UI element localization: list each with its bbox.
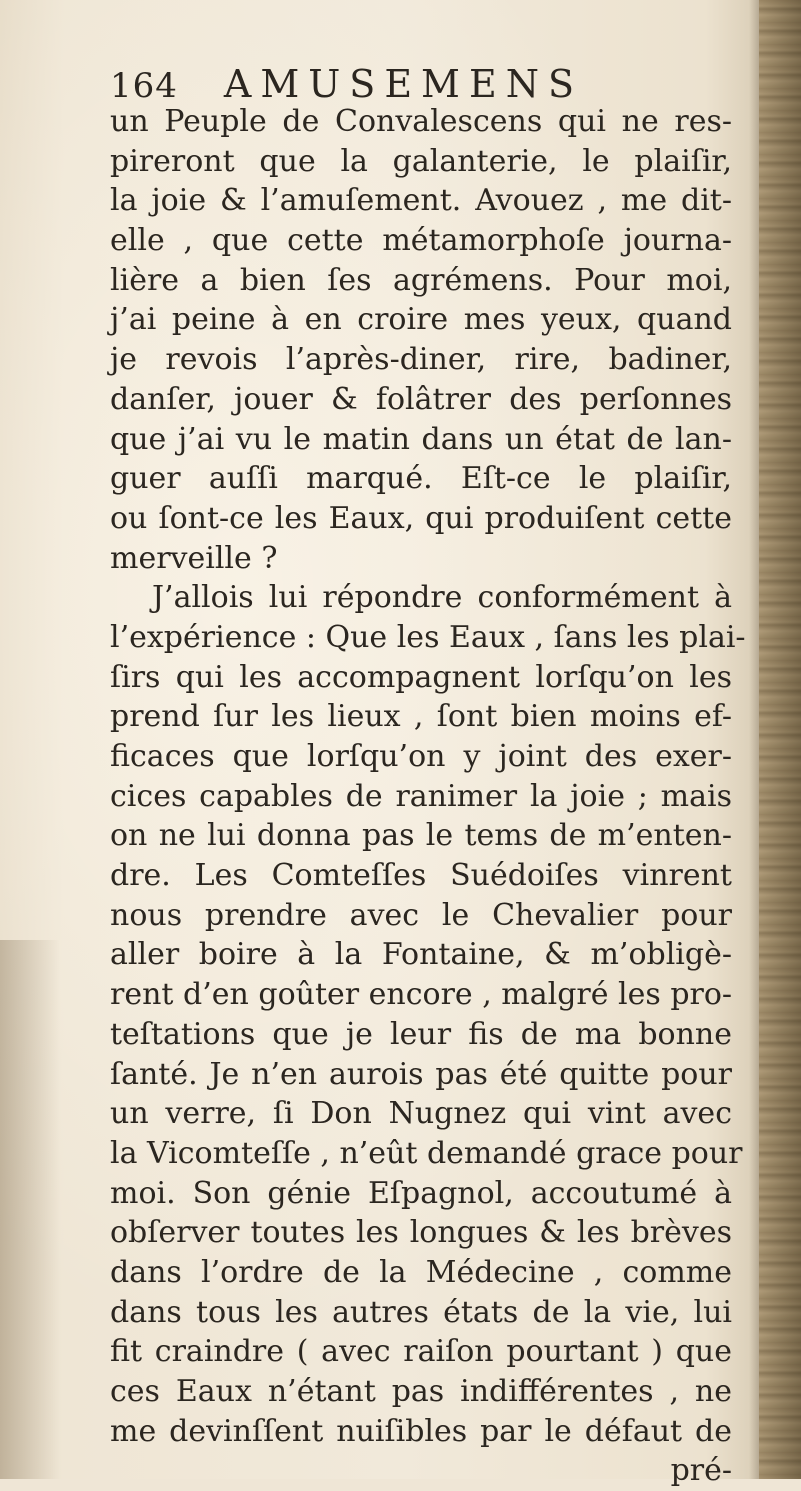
text-line: dre. Les Comteſſes Suédoiſes vinrent (110, 858, 732, 894)
binding-gutter (759, 0, 801, 1479)
text-line: ces Eaux n’étant pas indifférentes , ne (110, 1374, 732, 1409)
text-line: l’expérience : Que les Eaux , ſans les plai- (110, 619, 746, 655)
text-line: ſanté. Je n’en aurois pas été quitte pour (110, 1056, 732, 1092)
text-line: ou ſont-ce les Eaux, qui produiſent cette (110, 500, 732, 536)
text-line: lière a bien ſes agrémens. Pour moi, (110, 262, 732, 298)
text-line: rent d’en goûter encore , malgré les pro- (110, 977, 733, 1013)
paragraph-start: J’allois lui répondre conformément à (152, 580, 732, 616)
text-line: guer auſſi marqué. Eſt-ce le plaiſir, (110, 461, 732, 497)
text-line: elle , que cette métamorphoſe journa- (110, 223, 732, 259)
text-line: merveille ? (110, 540, 278, 576)
gutter-shadow (749, 0, 759, 1479)
text-line: fit craindre ( avec raiſon pourtant ) que (110, 1334, 732, 1370)
text-line: la Vicomteſſe , n’eût demandé grace pour (110, 1135, 743, 1171)
text-line: pireront que la galanterie, le plaiſir, (110, 143, 732, 179)
text-line: ficaces que lorſqu’on y joint des exer- (110, 739, 732, 774)
text-line: teſtations que je leur fis de ma bonne (110, 1016, 732, 1052)
text-line: ſirs qui les accompagnent lorſqu’on les (110, 659, 732, 695)
text-line: danſer, jouer & folâtrer des perſonnes (110, 381, 732, 417)
text-line: dans tous les autres états de la vie, lui (110, 1294, 732, 1330)
page-header (110, 62, 670, 106)
catchword: pré- (670, 1453, 732, 1489)
running-head: AMUSEMENS (223, 62, 583, 106)
page-shadow (0, 940, 60, 1479)
text-line: moi. Son génie Eſpagnol, accoutumé à (110, 1175, 732, 1211)
text-line: cices capables de ranimer la joie ; mais (110, 778, 732, 814)
text-line: que j’ai vu le matin dans un état de lan- (110, 421, 732, 457)
text-line: obſerver toutes les longues & les brèves (110, 1215, 732, 1251)
text-line: nous prendre avec le Chevalier pour (110, 897, 732, 933)
text-line: je revois l’après-diner, rire, badiner, (110, 342, 732, 378)
text-line: dans l’ordre de la Médecine , comme (110, 1254, 732, 1290)
page-number: 164 (110, 66, 178, 106)
text-line: un Peuple de Convalescens qui ne res- (110, 104, 732, 139)
body-text (110, 102, 746, 1491)
text-line: j’ai peine à en croire mes yeux, quand (110, 302, 732, 338)
text-line: un verre, ſi Don Nugnez qui vint avec (110, 1096, 732, 1132)
text-line: la joie & l’amuſement. Avouez , me dit- (110, 183, 732, 219)
text-line: on ne lui donna pas le tems de m’enten- (110, 818, 732, 854)
text-line: me devinſſent nuiſibles par le défaut de (110, 1413, 732, 1449)
text-line: aller boire à la Fontaine, & m’obligè- (110, 937, 732, 973)
text-line: prend ſur les lieux , ſont bien moins ef- (110, 699, 732, 735)
